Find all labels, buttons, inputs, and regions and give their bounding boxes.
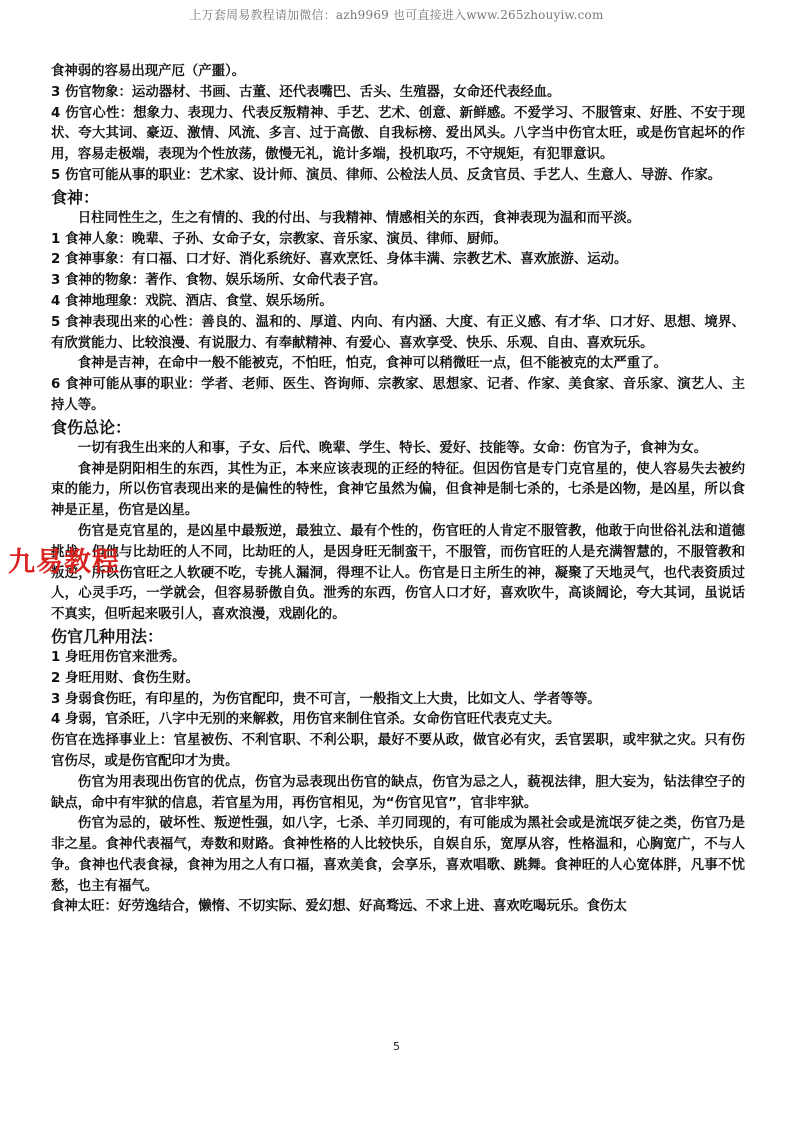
- body-paragraph: 3 伤官物象：运动器材、书画、古董、还代表嘴巴、舌头、生殖器，女命还代表经血。: [51, 84, 561, 100]
- body-paragraph: 伤官为用表现出伤官的优点，伤官为忌表现出伤官的缺点，伤官为忌之人，藐视法律，胆大妄为，钻法律空子的缺点，命中有牢狱的信息，若官星为用，再伤官相见，为“伤官见官”，官非牢狱。: [51, 774, 745, 811]
- body-paragraph: 3 身弱食伤旺，有印星的，为伤官配印，贵不可言，一般指文上大贵，比如文人、学者等等。: [51, 691, 601, 707]
- body-paragraph: 3 食神的物象：著作、食物、娱乐场所、女命代表子宫。: [51, 273, 387, 289]
- body-paragraph: 4 身弱，官杀旺，八字中无别的来解救，用伤官来制住官杀。女命伤官旺代表克丈夫。: [51, 712, 561, 728]
- body-paragraph: 1 食神人象：晚辈、子孙、女命子女，宗教家、音乐家、演员、律师、厨师。: [51, 231, 507, 247]
- body-paragraph: 食神是吉神，在命中一般不能被克，不怕旺，怕克，食神可以稍微旺一点，但不能被克的太严重了。: [77, 356, 667, 372]
- body-paragraph: 食神太旺：好劳逸结合，懒惰、不切实际、爱幻想、好高骛远、不求上进、喜欢吃喝玩乐。食伤太: [51, 899, 627, 915]
- section-heading: 食伤总论：: [51, 417, 132, 437]
- body-paragraph: 伤官在选择事业上：官星被伤、不利官职、不利公职，最好不要从政，做官必有灾，丢官罢职，或牢狱之灾。只有伤官伤尽，或是伤官配印才为贵。: [51, 733, 745, 769]
- body-paragraph: 食神是阴阳相生的东西，其性为正，本来应该表现的正经的特征。但因伤官是专门克官星的，使人容易失去被约束的能力，所以伤官表现出来的是偏性的特性，食神它虽然为偏，但食神是制七杀的，七杀是凶物，是凶星，所以食神是正星，伤官是凶星。: [51, 461, 745, 519]
- body-paragraph: 6 食神可能从事的职业：学者、老师、医生、咨询师、宗教家、思想家、记者、作家、美食家、音乐家、演艺人、主持人等。: [51, 377, 745, 413]
- body-paragraph: 5 伤官可能从事的职业：艺术家、设计师、演员、律师、公检法人员、反贪官员、手艺人、生意人、导游、作家。: [51, 167, 722, 183]
- body-paragraph: 5 食神表现出来的心性：善良的、温和的、厚道、内向、有内涵、大度、有正义感、有才华、口才好、思想、境界、有欣赏能力、比较浪漫、有说服力、有奉献精神、有爱心、喜欢享受、快乐、乐观、自由、喜欢玩乐。: [51, 314, 745, 351]
- body-paragraph: 4 食神地理象：戏院、酒店、食堂、娱乐场所。: [51, 293, 333, 309]
- body-paragraph: 伤官是克官星的，是凶星中最叛逆，最独立、最有个性的，伤官旺的人肯定不服管教，他敢于向世俗礼法和道德挑战，但他与比劫旺的人不同，比劫旺的人，是因身旺无制蛮干，不服管，而伤官旺的人是充满智慧的，不服管教和叛逆，所以伤官旺之人软硬不吃，专挑人漏洞，得理不让人。伤官是日主所生的神，凝聚了天地灵气，也代表资质过人，心灵手巧，一学就会，但容易骄傲自负。泄秀的东西，伤官人口才好，喜欢吹牛，高谈阔论，夸大其词，虽说话不真实，但听起来吸引人，喜欢浪漫，戏剧化的。: [51, 523, 745, 623]
- section-heading: 伤官几种用法：: [51, 626, 164, 646]
- section-heading: 食神：: [51, 187, 100, 207]
- page-number: 5: [393, 1040, 400, 1053]
- body-paragraph: 4 伤官心性：想象力、表现力、代表反叛精神、手艺、艺术、创意、新鲜感。不爱学习、不服管束、好胜、不安于现状、夸大其词、豪迈、激情、风流、多言、过于高傲、自我标榜、爱出风头。八字当中伤官太旺，或是伤官起坏的作用，容易走极端，表现为个性放荡，傲慢无礼，诡计多端，投机取巧，不守规矩，有犯罪意识。: [51, 105, 745, 163]
- body-paragraph: 2 身旺用财、食伤生财。: [51, 670, 199, 686]
- body-paragraph: 一切有我生出来的人和事，子女、后代、晚辈、学生、特长、爱好、技能等。女命：伤官为子，食神为女。: [77, 440, 708, 456]
- body-paragraph: 伤官为忌的，破坏性、叛逆性强，如八字，七杀、羊刃同现的，有可能成为黑社会或是流氓歹徒之类，伤官乃是非之星。食神代表福气，寿数和财路。食神性格的人比较快乐，自娱自乐，宽厚从容，性格温和，心胸宽广，不与人争。食神也代表食禄，食神为用之人有口福，喜欢美食，会享乐，喜欢唱歌、跳舞。食神旺的人心宽体胖，凡事不忧愁，也主有福气。: [51, 816, 745, 894]
- body-paragraph: 1 身旺用伤官来泄秀。: [51, 649, 186, 665]
- document-body: [51, 62, 745, 918]
- brand-watermark: 九易教程: [8, 547, 120, 578]
- body-paragraph: 食神弱的容易出现产厄（产噩）。: [51, 64, 246, 79]
- body-paragraph: 2 食神事象：有口福、口才好、消化系统好、喜欢烹饪、身体丰满、宗教艺术、喜欢旅游、运动。: [51, 252, 628, 268]
- body-paragraph: 日柱同性生之，生之有情的、我的付出、与我精神、情感相关的东西，食神表现为温和而平淡。: [77, 210, 641, 226]
- header-watermark: 上万套周易教程请加微信：azh9969 也可直接进入www.265zhouyiw.com: [189, 8, 604, 22]
